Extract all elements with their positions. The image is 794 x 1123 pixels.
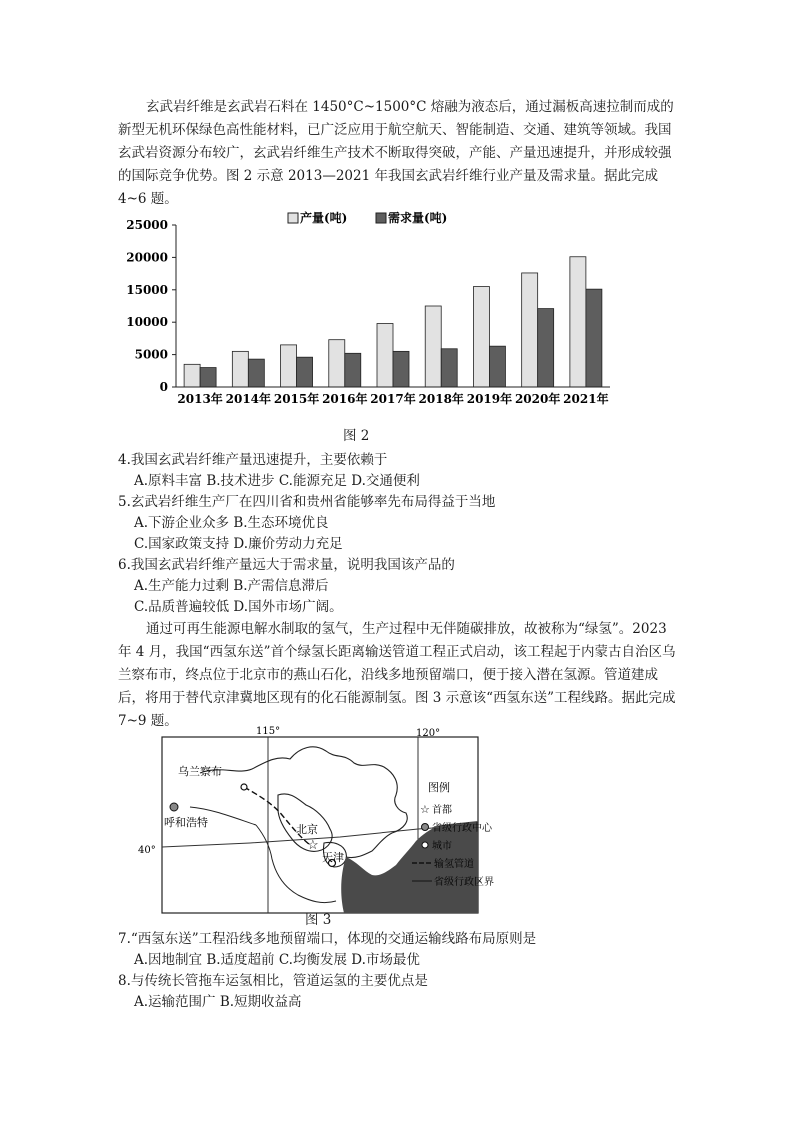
- bar-production: [570, 257, 586, 387]
- question-7: [118, 929, 678, 971]
- y-tick-label: 15000: [126, 282, 168, 297]
- q6-options-row2: C.品质普遍较低 D.国外市场广阔。: [134, 599, 343, 615]
- city-label-tianjin: 天津: [322, 851, 344, 864]
- q5-stem: 5.玄武岩纤维生产厂在四川省和贵州省能够率先布局得益于当地: [118, 494, 496, 510]
- y-tick-label: 20000: [126, 250, 168, 265]
- y-tick-label: 10000: [126, 315, 168, 330]
- city-marker-wulanchabu: [241, 784, 247, 790]
- bar-demand: [586, 289, 602, 387]
- city-label-huhehaote: 呼和浩特: [164, 816, 208, 829]
- lon-label-115: 115°: [256, 726, 281, 737]
- x-tick-label: 2016年: [322, 392, 368, 406]
- map-fig3: [138, 725, 494, 935]
- legend-swatch-demand: [376, 213, 386, 223]
- q7-stem: 7.“西氢东送”工程沿线多地预留端口，体现的交通运输线路布局原则是: [118, 931, 537, 947]
- y-tick-label: 25000: [126, 218, 168, 232]
- bar-demand: [489, 346, 505, 387]
- legend-city: 城市: [432, 841, 452, 852]
- legend-label-production: 产量(吨): [300, 211, 348, 225]
- y-tick-label: 0: [159, 380, 168, 394]
- fig2-caption: 图 2: [343, 428, 370, 444]
- legend-border: 省级行政区界: [434, 877, 494, 888]
- x-tick-label: 2014年: [225, 392, 272, 406]
- bar-demand: [441, 349, 457, 387]
- bar-production: [281, 345, 297, 387]
- question-8: [118, 971, 678, 1013]
- legend-capital: 首都: [432, 805, 452, 816]
- legend-star-icon: ☆: [420, 803, 430, 816]
- q7-options: A.因地制宜 B.适度超前 C.均衡发展 D.市场最优: [134, 952, 420, 968]
- lat-label-40: 40°: [138, 845, 156, 856]
- bar-demand: [538, 309, 554, 387]
- bar-demand: [200, 368, 216, 387]
- city-label-wulanchabu: 乌兰察布: [178, 765, 222, 778]
- q8-options: A.运输范围广 B.短期收益高: [134, 994, 302, 1010]
- bar-demand: [345, 353, 361, 387]
- question-6: [118, 555, 678, 618]
- x-tick-label: 2018年: [418, 392, 464, 406]
- legend-province-icon: [422, 824, 429, 831]
- q6-options-row1: A.生产能力过剩 B.产需信息滞后: [134, 578, 329, 594]
- bar-chart-fig2: [118, 205, 618, 445]
- intro-paragraph-2: [118, 618, 678, 733]
- bar-production: [377, 323, 393, 387]
- bar-demand: [393, 351, 409, 387]
- question-5: [118, 492, 678, 555]
- y-tick-label: 5000: [134, 347, 168, 362]
- q4-options: A.原料丰富 B.技术进步 C.能源充足 D.交通便利: [134, 473, 420, 489]
- q5-options-row1: A.下游企业众多 B.生态环境优良: [134, 515, 329, 531]
- legend-swatch-production: [288, 213, 298, 223]
- q6-stem: 6.我国玄武岩纤维产量远大于需求量，说明我国该产品的: [118, 557, 455, 573]
- bar-production: [425, 306, 441, 387]
- bar-production: [522, 273, 538, 387]
- bar-production: [329, 340, 345, 387]
- x-tick-label: 2017年: [370, 392, 416, 406]
- bar-production: [232, 351, 248, 387]
- legend-city-icon: [422, 842, 428, 848]
- x-tick-label: 2013年: [177, 392, 223, 406]
- x-tick-label: 2020年: [514, 392, 561, 406]
- bar-demand: [297, 357, 313, 387]
- bar-production: [184, 364, 200, 387]
- legend-label-demand: 需求量(吨): [388, 211, 448, 225]
- x-tick-label: 2015年: [273, 392, 320, 406]
- q8-stem: 8.与传统长管拖车运氢相比，管道运氢的主要优点是: [118, 973, 428, 989]
- star-icon-beijing: ☆: [307, 838, 319, 853]
- intro-text-2: 通过可再生能源电解水制取的氢气，生产过程中无伴随碳排放，故被称为“绿氢”。2023 年 4 月，我国“西氢东送”首个绿氢长距离输送管道工程正式启动，该工程起于内蒙古自治区乌兰察布市，终点位于北京市的燕山石化，沿线多地预留端口，便于接入潜在氢源。管道建成后，将用于替代京津冀地区现有的化石能源制氢。图 3 示意该“西氢东送”工程线路。据此完成 7~9 题。: [118, 621, 676, 729]
- q5-options-row2: C.国家政策支持 D.廉价劳动力充足: [134, 536, 343, 552]
- fig3-caption: 图 3: [305, 912, 332, 928]
- city-label-beijing: 北京: [296, 823, 318, 836]
- legend-province-capital: 省级行政中心: [432, 823, 492, 834]
- intro-text-1: 玄武岩纤维是玄武岩石料在 1450°C~1500°C 熔融为液态后，通过漏板高速拉制而成的新型无机环保绿色高性能材料，已广泛应用于航空航天、智能制造、交通、建筑等领域。我国玄武岩资源分布较广，玄武岩纤维生产技术不断取得突破，产能、产量迅速提升，并形成较强的国际竞争优势。图 2 示意 2013—2021 年我国玄武岩纤维行业产量及需求量。据此完成 4~6 题。: [118, 99, 674, 207]
- intro-paragraph-1: [118, 96, 678, 211]
- legend-title: 图例: [428, 781, 450, 794]
- bar-production: [473, 287, 489, 387]
- bar-demand: [248, 359, 264, 387]
- x-tick-label: 2019年: [466, 392, 513, 406]
- x-tick-label: 2021年: [563, 392, 609, 406]
- question-4: [118, 450, 678, 492]
- legend-pipeline: 输氢管道: [434, 859, 474, 870]
- capital-marker-huhehaote: [170, 803, 178, 811]
- q4-stem: 4.我国玄武岩纤维产量迅速提升，主要依赖于: [118, 452, 388, 468]
- lon-label-120: 120°: [416, 728, 441, 739]
